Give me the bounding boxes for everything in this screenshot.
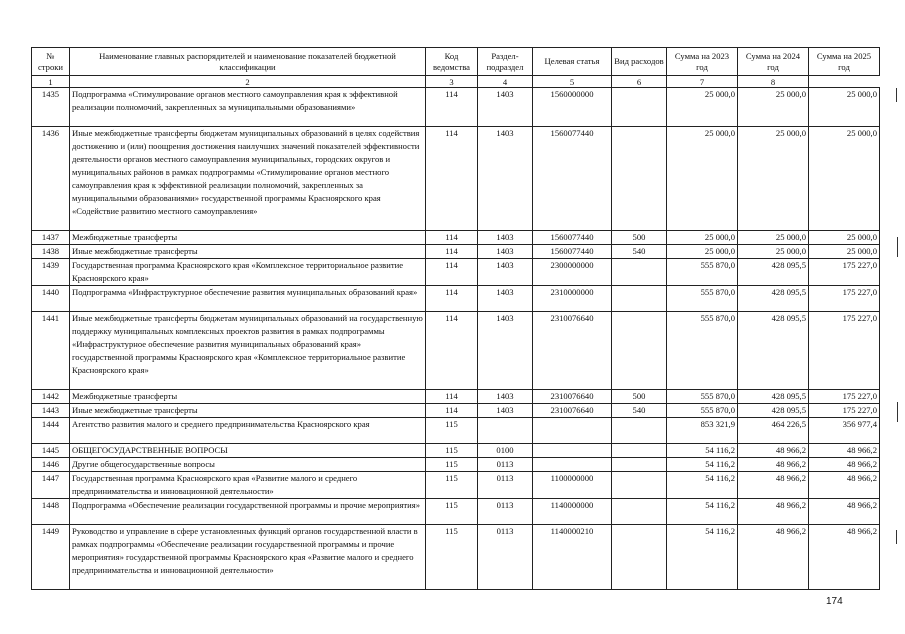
cell-name: Государственная программа Красноярского края «Комплексное территориальное развитие Красноярского края» — [70, 259, 426, 286]
cell-name: Государственная программа Красноярского края «Развитие малого и среднего предпринимательства и инновационной деятельности» — [70, 472, 426, 499]
cell-no: 1440 — [32, 286, 70, 312]
cell-no: 1438 — [32, 245, 70, 259]
cell-no: 1446 — [32, 458, 70, 472]
cell-type — [612, 525, 667, 590]
scan-edge-mark — [897, 402, 898, 422]
budget-table — [31, 47, 880, 590]
cell-dept: 114 — [426, 127, 478, 231]
col-number: 5 — [533, 76, 612, 88]
cell-no: 1445 — [32, 444, 70, 458]
cell-name: Другие общегосударственные вопросы — [70, 458, 426, 472]
cell-s2023: 853 321,9 — [667, 418, 738, 444]
scan-edge-mark — [896, 88, 897, 102]
cell-s2023: 54 116,2 — [667, 458, 738, 472]
cell-s2025: 175 227,0 — [809, 390, 880, 404]
cell-type — [612, 286, 667, 312]
cell-name: Иные межбюджетные трансферты бюджетам муниципальных образований в целях содействия достижению и (или) поощрения достижения наилучших значений показателей эффективности деятельности органов местного самоуправления муниципальных, городских округов и муниципальных районов в рамках подпрограммы «Стимулирование органов местного самоуправления края к эффективной реализации полномочий, закрепленных за муниципальными образованиями» государственной программы Красноярского края «Содействие развитию местного самоуправления» — [70, 127, 426, 231]
cell-section: 0113 — [478, 525, 533, 590]
cell-dept: 115 — [426, 458, 478, 472]
cell-no: 1444 — [32, 418, 70, 444]
cell-type: 540 — [612, 245, 667, 259]
cell-dept: 114 — [426, 245, 478, 259]
header-row — [32, 48, 880, 76]
cell-section: 0113 — [478, 472, 533, 499]
cell-name: Агентство развития малого и среднего предпринимательства Красноярского края — [70, 418, 426, 444]
cell-no: 1448 — [32, 499, 70, 525]
cell-s2025: 356 977,4 — [809, 418, 880, 444]
cell-s2025: 25 000,0 — [809, 231, 880, 245]
cell-s2024: 428 095,5 — [738, 286, 809, 312]
col-number: 6 — [612, 76, 667, 88]
col-number: 4 — [478, 76, 533, 88]
cell-no: 1439 — [32, 259, 70, 286]
header-sum-2023: Сумма на 2023 год — [667, 48, 738, 76]
header-target: Целевая статья — [533, 48, 612, 76]
column-numbers-row — [32, 76, 880, 88]
page-number: 174 — [826, 596, 843, 607]
cell-type: 500 — [612, 390, 667, 404]
cell-s2024: 428 095,5 — [738, 390, 809, 404]
cell-section: 1403 — [478, 259, 533, 286]
cell-s2023: 555 870,0 — [667, 312, 738, 390]
cell-target: 1560077440 — [533, 231, 612, 245]
cell-s2023: 555 870,0 — [667, 390, 738, 404]
cell-dept: 115 — [426, 499, 478, 525]
cell-target — [533, 458, 612, 472]
scan-edge-mark — [897, 237, 898, 257]
cell-target: 2310076640 — [533, 312, 612, 390]
cell-section: 1403 — [478, 390, 533, 404]
cell-s2023: 555 870,0 — [667, 404, 738, 418]
cell-s2023: 54 116,2 — [667, 499, 738, 525]
cell-target: 1100000000 — [533, 472, 612, 499]
cell-name: Межбюджетные трансферты — [70, 390, 426, 404]
header-sum-2024: Сумма на 2024 год — [738, 48, 809, 76]
cell-type — [612, 259, 667, 286]
cell-s2024: 428 095,5 — [738, 259, 809, 286]
cell-type — [612, 444, 667, 458]
cell-s2024: 48 966,2 — [738, 499, 809, 525]
cell-target: 2310076640 — [533, 390, 612, 404]
cell-dept: 114 — [426, 404, 478, 418]
table-row — [32, 259, 880, 286]
cell-s2025: 175 227,0 — [809, 404, 880, 418]
cell-s2024: 48 966,2 — [738, 444, 809, 458]
col-number: 3 — [426, 76, 478, 88]
cell-dept: 114 — [426, 259, 478, 286]
cell-s2025: 48 966,2 — [809, 444, 880, 458]
cell-s2024: 25 000,0 — [738, 245, 809, 259]
cell-s2024: 25 000,0 — [738, 231, 809, 245]
cell-section — [478, 418, 533, 444]
cell-s2025: 175 227,0 — [809, 286, 880, 312]
cell-dept: 115 — [426, 525, 478, 590]
cell-type — [612, 127, 667, 231]
cell-name: Подпрограмма «Инфраструктурное обеспечение развития муниципальных образований края» — [70, 286, 426, 312]
cell-section: 0100 — [478, 444, 533, 458]
cell-target: 1140000000 — [533, 499, 612, 525]
cell-s2023: 555 870,0 — [667, 286, 738, 312]
cell-s2023: 25 000,0 — [667, 127, 738, 231]
cell-dept: 114 — [426, 390, 478, 404]
header-sum-2025: Сумма на 2025 год — [809, 48, 880, 76]
cell-dept: 115 — [426, 418, 478, 444]
cell-section: 0113 — [478, 499, 533, 525]
cell-target: 1140000210 — [533, 525, 612, 590]
cell-s2023: 54 116,2 — [667, 525, 738, 590]
cell-s2025: 175 227,0 — [809, 312, 880, 390]
cell-section: 1403 — [478, 127, 533, 231]
cell-type — [612, 312, 667, 390]
table-body — [32, 88, 880, 590]
cell-dept: 114 — [426, 88, 478, 127]
table-row — [32, 404, 880, 418]
cell-s2025: 25 000,0 — [809, 127, 880, 231]
header-section: Раздел-подраздел — [478, 48, 533, 76]
cell-name: Иные межбюджетные трансферты — [70, 245, 426, 259]
cell-s2025: 48 966,2 — [809, 499, 880, 525]
cell-s2024: 428 095,5 — [738, 312, 809, 390]
col-number: 8 — [738, 76, 809, 88]
cell-dept: 114 — [426, 286, 478, 312]
table-row — [32, 390, 880, 404]
cell-s2025: 48 966,2 — [809, 472, 880, 499]
cell-type — [612, 88, 667, 127]
budget-table-container — [31, 47, 879, 590]
cell-section: 1403 — [478, 286, 533, 312]
cell-name: Руководство и управление в сфере установленных функций органов государственной власти в рамках подпрограммы «Обеспечение реализации государственной программы и прочие мероприятия» государственной программы Красноярского края «Развитие малого и среднего предпринимательства и инновационной деятельности» — [70, 525, 426, 590]
cell-target: 2310076640 — [533, 404, 612, 418]
table-row — [32, 88, 880, 127]
cell-name: Иные межбюджетные трансферты бюджетам муниципальных образований на государственную поддержку муниципальных комплексных проектов развития в рамках подпрограммы «Инфраструктурное обеспечение развития муниципальных образований края» государственной программы Красноярского края «Комплексное территориальное развитие Красноярского края» — [70, 312, 426, 390]
table-row — [32, 286, 880, 312]
cell-target: 2300000000 — [533, 259, 612, 286]
table-row — [32, 312, 880, 390]
table-row — [32, 127, 880, 231]
cell-s2025: 25 000,0 — [809, 88, 880, 127]
cell-target: 2310000000 — [533, 286, 612, 312]
cell-no: 1443 — [32, 404, 70, 418]
cell-s2025: 48 966,2 — [809, 525, 880, 590]
cell-s2025: 175 227,0 — [809, 259, 880, 286]
cell-target: 1560077440 — [533, 245, 612, 259]
cell-name: Подпрограмма «Обеспечение реализации государственной программы и прочие мероприятия» — [70, 499, 426, 525]
header-name: Наименование главных распорядителей и наименование показателей бюджетной классификации — [70, 48, 426, 76]
table-row — [32, 245, 880, 259]
scan-edge-mark — [896, 530, 897, 544]
cell-no: 1437 — [32, 231, 70, 245]
cell-s2025: 25 000,0 — [809, 245, 880, 259]
header-dept: Код ведомства — [426, 48, 478, 76]
cell-target — [533, 444, 612, 458]
cell-section: 1403 — [478, 312, 533, 390]
cell-s2024: 25 000,0 — [738, 88, 809, 127]
cell-no: 1447 — [32, 472, 70, 499]
cell-type — [612, 499, 667, 525]
cell-no: 1449 — [32, 525, 70, 590]
cell-s2023: 54 116,2 — [667, 444, 738, 458]
cell-s2023: 555 870,0 — [667, 259, 738, 286]
cell-section: 1403 — [478, 404, 533, 418]
cell-target: 1560077440 — [533, 127, 612, 231]
cell-no: 1435 — [32, 88, 70, 127]
col-number: 2 — [70, 76, 426, 88]
cell-name: Межбюджетные трансферты — [70, 231, 426, 245]
cell-dept: 114 — [426, 312, 478, 390]
cell-s2024: 48 966,2 — [738, 458, 809, 472]
cell-dept: 115 — [426, 444, 478, 458]
table-row — [32, 418, 880, 444]
cell-no: 1436 — [32, 127, 70, 231]
table-row — [32, 444, 880, 458]
table-row — [32, 525, 880, 590]
col-number: 1 — [32, 76, 70, 88]
cell-section: 1403 — [478, 245, 533, 259]
cell-s2025: 48 966,2 — [809, 458, 880, 472]
cell-type: 540 — [612, 404, 667, 418]
cell-type: 500 — [612, 231, 667, 245]
cell-s2023: 54 116,2 — [667, 472, 738, 499]
cell-s2023: 25 000,0 — [667, 245, 738, 259]
table-row — [32, 499, 880, 525]
cell-s2024: 48 966,2 — [738, 472, 809, 499]
cell-section: 1403 — [478, 231, 533, 245]
cell-dept: 114 — [426, 231, 478, 245]
table-row — [32, 472, 880, 499]
cell-name: Иные межбюджетные трансферты — [70, 404, 426, 418]
cell-s2024: 48 966,2 — [738, 525, 809, 590]
cell-type — [612, 418, 667, 444]
cell-section: 0113 — [478, 458, 533, 472]
cell-no: 1441 — [32, 312, 70, 390]
cell-dept: 115 — [426, 472, 478, 499]
cell-s2023: 25 000,0 — [667, 231, 738, 245]
cell-name: Подпрограмма «Стимулирование органов местного самоуправления края к эффективной реализации полномочий, закрепленных за муниципальными образованиями» — [70, 88, 426, 127]
cell-name: ОБЩЕГОСУДАРСТВЕННЫЕ ВОПРОСЫ — [70, 444, 426, 458]
header-row-no: № строки — [32, 48, 70, 76]
cell-s2024: 464 226,5 — [738, 418, 809, 444]
col-number: 7 — [667, 76, 738, 88]
header-exp-type: Вид расходов — [612, 48, 667, 76]
cell-s2024: 428 095,5 — [738, 404, 809, 418]
cell-type — [612, 458, 667, 472]
cell-section: 1403 — [478, 88, 533, 127]
cell-type — [612, 472, 667, 499]
cell-s2024: 25 000,0 — [738, 127, 809, 231]
table-row — [32, 458, 880, 472]
table-row — [32, 231, 880, 245]
cell-s2023: 25 000,0 — [667, 88, 738, 127]
cell-no: 1442 — [32, 390, 70, 404]
cell-target: 1560000000 — [533, 88, 612, 127]
cell-target — [533, 418, 612, 444]
